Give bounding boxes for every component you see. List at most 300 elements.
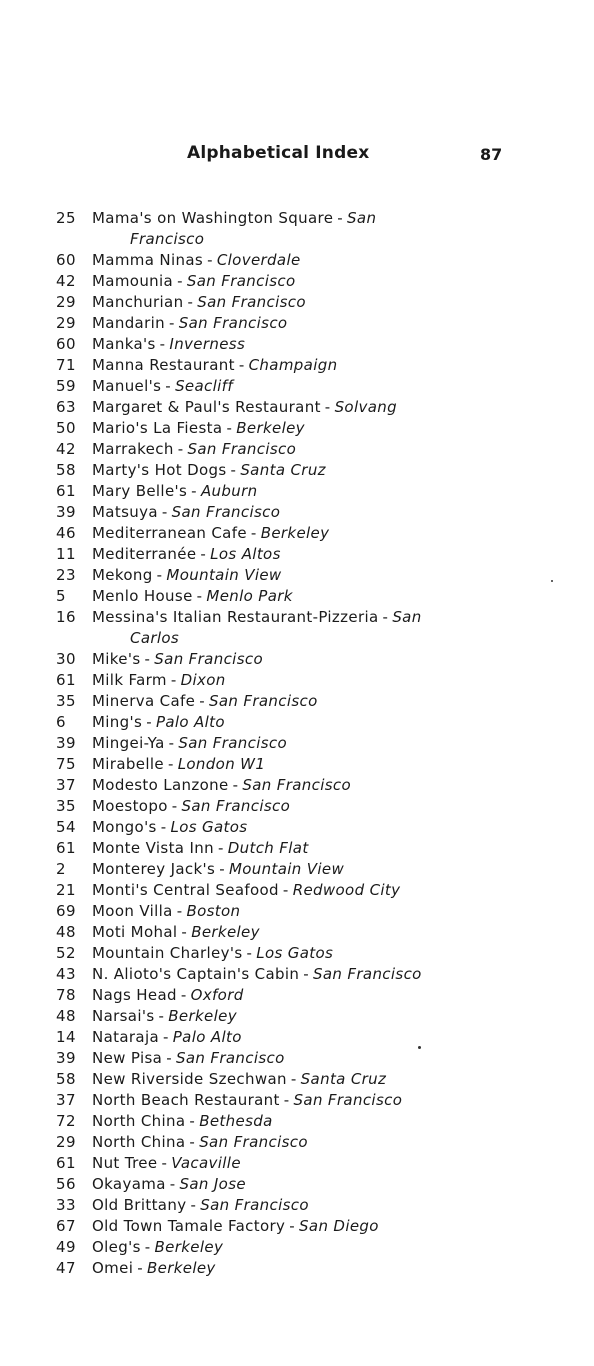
restaurant-name: Marty's Hot Dogs <box>92 461 227 479</box>
index-entry <box>0 502 594 523</box>
entry-page-number: 5 <box>56 587 67 605</box>
separator-dash: - <box>303 965 310 983</box>
restaurant-city: London W1 <box>177 755 266 773</box>
separator-dash: - <box>324 398 331 416</box>
separator-dash: - <box>168 734 175 752</box>
index-entry <box>0 355 594 376</box>
entry-text <box>92 1006 522 1027</box>
entry-page-number: 67 <box>56 1217 77 1235</box>
restaurant-city: Los Gatos <box>256 944 334 962</box>
restaurant-city: San Francisco <box>242 776 352 794</box>
entry-text <box>92 922 522 943</box>
entry-text <box>92 775 522 796</box>
entry-page-number: 23 <box>56 566 77 584</box>
separator-dash: - <box>290 1070 297 1088</box>
entry-text <box>92 712 522 733</box>
separator-dash: - <box>169 1175 176 1193</box>
restaurant-name: Manna Restaurant <box>92 356 235 374</box>
separator-dash: - <box>283 1091 290 1109</box>
index-entry <box>0 1111 594 1132</box>
entry-text <box>92 670 522 691</box>
entry-page-number: 16 <box>56 608 77 626</box>
restaurant-name: Mike's <box>92 650 141 668</box>
entry-page-number: 46 <box>56 524 77 542</box>
entry-page-number: 42 <box>56 272 77 290</box>
entry-page-number: 58 <box>56 1070 77 1088</box>
restaurant-name: Nut Tree <box>92 1154 158 1172</box>
entry-text <box>92 649 522 670</box>
index-entry <box>0 397 594 418</box>
index-entry <box>0 733 594 754</box>
entry-text <box>92 418 522 439</box>
separator-dash: - <box>230 461 237 479</box>
index-entry <box>0 670 594 691</box>
entry-text <box>92 502 522 523</box>
entry-text <box>92 481 522 502</box>
restaurant-name: Menlo House <box>92 587 193 605</box>
separator-dash: - <box>180 986 187 1004</box>
restaurant-city: Inverness <box>169 335 246 353</box>
index-entry <box>0 985 594 1006</box>
index-entry <box>0 565 594 586</box>
entry-page-number: 60 <box>56 251 77 269</box>
restaurant-city: Seacliff <box>175 377 233 395</box>
separator-dash: - <box>167 755 174 773</box>
entry-page-number: 11 <box>56 545 77 563</box>
separator-dash: - <box>170 671 177 689</box>
separator-dash: - <box>137 1259 143 1277</box>
restaurant-name: Milk Farm <box>92 671 167 689</box>
restaurant-name: Mediterranean Cafe <box>92 524 247 542</box>
restaurant-name: Okayama <box>92 1175 166 1193</box>
index-entry <box>0 880 594 901</box>
entry-text <box>92 607 522 649</box>
restaurant-name: Moti Mohal <box>92 923 178 941</box>
index-entry <box>0 460 594 481</box>
restaurant-name: Manka's <box>92 335 156 353</box>
separator-dash: - <box>191 482 197 500</box>
entry-text <box>92 313 522 334</box>
restaurant-name: Mingei-Ya <box>92 734 165 752</box>
restaurant-name: North China <box>92 1133 186 1151</box>
separator-dash: - <box>156 566 163 584</box>
restaurant-city: San Francisco <box>154 650 263 668</box>
separator-dash: - <box>159 335 166 353</box>
entry-text <box>92 1132 522 1153</box>
restaurant-name: Old Brittany <box>92 1196 187 1214</box>
entry-page-number: 39 <box>56 734 77 752</box>
index-entry <box>0 943 594 964</box>
index-entry <box>0 250 594 271</box>
entry-page-number: 6 <box>56 713 67 731</box>
restaurant-name: North Beach Restaurant <box>92 1091 280 1109</box>
restaurant-name: Modesto Lanzone <box>92 776 229 794</box>
entry-page-number: 30 <box>56 650 77 668</box>
restaurant-name: Mario's La Fiesta <box>92 419 223 437</box>
separator-dash: - <box>207 251 213 269</box>
entry-page-number: 69 <box>56 902 77 920</box>
index-entry <box>0 1237 594 1258</box>
separator-dash: - <box>289 1217 296 1235</box>
restaurant-city: San Francisco <box>209 692 318 710</box>
restaurant-city: Los Gatos <box>170 818 248 836</box>
restaurant-name: Messina's Italian Restaurant-Pizzeria <box>92 608 379 626</box>
restaurant-city: Redwood City <box>292 881 401 899</box>
entry-page-number: 78 <box>56 986 77 1004</box>
restaurant-name: Margaret & Paul's Restaurant <box>92 398 321 416</box>
entry-text <box>92 691 522 712</box>
entry-text <box>92 859 522 880</box>
entry-text <box>92 943 522 964</box>
restaurant-name: Mamounia <box>92 272 174 290</box>
entry-page-number: 42 <box>56 440 77 458</box>
separator-dash: - <box>226 419 233 437</box>
separator-dash: - <box>163 1028 169 1046</box>
restaurant-city: Mountain View <box>228 860 345 878</box>
separator-dash: - <box>144 650 151 668</box>
restaurant-name: Oleg's <box>92 1238 141 1256</box>
separator-dash: - <box>217 839 224 857</box>
restaurant-name: Old Town Tamale Factory <box>92 1217 286 1235</box>
entry-page-number: 61 <box>56 482 77 500</box>
entry-text <box>92 1048 522 1069</box>
index-entry <box>0 775 594 796</box>
entry-text <box>92 292 522 313</box>
separator-dash: - <box>146 713 152 731</box>
separator-dash: - <box>177 272 183 290</box>
restaurant-city: San <box>347 209 377 227</box>
restaurant-name: Mama's on Washington Square <box>92 209 334 227</box>
separator-dash: - <box>171 797 178 815</box>
entry-page-number: 54 <box>56 818 77 836</box>
page-number: 87 <box>480 145 503 164</box>
restaurant-name: Monterey Jack's <box>92 860 216 878</box>
entry-text <box>92 1258 522 1279</box>
page-title: Alphabetical Index <box>187 143 370 163</box>
entry-text <box>92 250 522 271</box>
entry-page-number: 47 <box>56 1259 77 1277</box>
entry-text <box>92 1111 522 1132</box>
restaurant-name: Mandarin <box>92 314 165 332</box>
entry-text <box>92 1216 522 1237</box>
restaurant-name: Minerva Cafe <box>92 692 196 710</box>
entry-page-number: 61 <box>56 839 77 857</box>
index-entry <box>0 691 594 712</box>
entry-page-number: 25 <box>56 209 77 227</box>
entry-page-number: 48 <box>56 1007 77 1025</box>
index-entry <box>0 1174 594 1195</box>
entry-page-number: 37 <box>56 1091 77 1109</box>
entry-text <box>92 565 522 586</box>
restaurant-city: San Francisco <box>187 440 297 458</box>
entry-page-number: 58 <box>56 461 77 479</box>
entry-page-number: 39 <box>56 1049 77 1067</box>
index-entry <box>0 418 594 439</box>
separator-dash: - <box>382 608 389 626</box>
restaurant-city: San Jose <box>179 1175 246 1193</box>
entry-text <box>92 754 522 775</box>
separator-dash: - <box>238 356 245 374</box>
index-entry <box>0 838 594 859</box>
separator-dash: - <box>282 881 289 899</box>
restaurant-name: New Riverside Szechwan <box>92 1070 287 1088</box>
restaurant-name: Monti's Central Seafood <box>92 881 279 899</box>
entry-text <box>92 460 522 481</box>
restaurant-name: New Pisa <box>92 1049 163 1067</box>
entry-text <box>92 838 522 859</box>
separator-dash: - <box>169 314 175 332</box>
separator-dash: - <box>166 1049 172 1067</box>
separator-dash: - <box>161 503 168 521</box>
entry-text <box>92 985 522 1006</box>
restaurant-city: Berkeley <box>146 1259 216 1277</box>
restaurant-city: San Francisco <box>199 1133 308 1151</box>
index-entry <box>0 964 594 985</box>
index-entry <box>0 1132 594 1153</box>
entry-text <box>92 376 522 397</box>
entry-text <box>92 880 522 901</box>
entry-page-number: 75 <box>56 755 77 773</box>
index-entry <box>0 817 594 838</box>
separator-dash: - <box>196 587 203 605</box>
index-entry <box>0 796 594 817</box>
separator-dash: - <box>158 1007 165 1025</box>
separator-dash: - <box>219 860 225 878</box>
index-entry <box>0 439 594 460</box>
index-entry <box>0 334 594 355</box>
restaurant-city: Palo Alto <box>172 1028 242 1046</box>
entry-text <box>92 733 522 754</box>
entry-page-number: 14 <box>56 1028 77 1046</box>
index-entry <box>0 523 594 544</box>
restaurant-city: Oxford <box>190 986 244 1004</box>
separator-dash: - <box>250 524 257 542</box>
restaurant-city: San <box>392 608 422 626</box>
entry-page-number: 39 <box>56 503 77 521</box>
entry-page-number: 2 <box>56 860 67 878</box>
restaurant-city: San Diego <box>299 1217 379 1235</box>
index-entry <box>0 1027 594 1048</box>
index-entry <box>0 544 594 565</box>
entry-text <box>92 208 522 250</box>
entry-page-number: 49 <box>56 1238 77 1256</box>
restaurant-city: San Francisco <box>178 314 288 332</box>
entry-page-number: 60 <box>56 335 77 353</box>
restaurant-city: Menlo Park <box>206 587 293 605</box>
entry-page-number: 61 <box>56 1154 77 1172</box>
restaurant-name: Manuel's <box>92 377 162 395</box>
index-entry <box>0 292 594 313</box>
restaurant-city: Mountain View <box>166 566 282 584</box>
index-entry <box>0 313 594 334</box>
page-header <box>0 143 594 167</box>
entry-text <box>92 1069 522 1090</box>
index-entry <box>0 1048 594 1069</box>
restaurant-city: Berkeley <box>191 923 260 941</box>
restaurant-city: San Francisco <box>293 1091 403 1109</box>
entry-text <box>92 817 522 838</box>
separator-dash: - <box>177 440 184 458</box>
restaurant-city: San Francisco <box>175 1049 285 1067</box>
index-entry <box>0 1258 594 1279</box>
index-entry <box>0 481 594 502</box>
entry-page-number: 43 <box>56 965 77 983</box>
entry-page-number: 48 <box>56 923 77 941</box>
restaurant-city: Palo Alto <box>155 713 225 731</box>
entry-text <box>92 334 522 355</box>
restaurant-name: Matsuya <box>92 503 158 521</box>
index-entry <box>0 607 594 649</box>
entry-text <box>92 586 522 607</box>
entry-text <box>92 397 522 418</box>
restaurant-name: Mirabelle <box>92 755 164 773</box>
restaurant-name: Marrakech <box>92 440 174 458</box>
restaurant-city: Dixon <box>180 671 226 689</box>
separator-dash: - <box>181 923 188 941</box>
entry-page-number: 59 <box>56 377 77 395</box>
index-entry <box>0 208 594 250</box>
index-entry <box>0 922 594 943</box>
index-entry <box>0 376 594 397</box>
restaurant-name: Mary Belle's <box>92 482 188 500</box>
restaurant-city: Los Altos <box>210 545 281 563</box>
entry-page-number: 29 <box>56 314 77 332</box>
restaurant-city: San Francisco <box>171 503 281 521</box>
entry-text <box>92 964 522 985</box>
separator-dash: - <box>199 692 205 710</box>
restaurant-city: San Francisco <box>200 1196 309 1214</box>
separator-dash: - <box>160 818 167 836</box>
entry-page-number: 52 <box>56 944 77 962</box>
restaurant-city: Santa Cruz <box>300 1070 387 1088</box>
index-entry <box>0 1006 594 1027</box>
entry-page-number: 63 <box>56 398 77 416</box>
restaurant-city: Santa Cruz <box>240 461 326 479</box>
entry-text <box>92 1153 522 1174</box>
separator-dash: - <box>165 377 172 395</box>
separator-dash: - <box>232 776 239 794</box>
restaurant-name: Mamma Ninas <box>92 251 204 269</box>
index-entry <box>0 1069 594 1090</box>
restaurant-name: Ming's <box>92 713 143 731</box>
entry-page-number: 71 <box>56 356 77 374</box>
entry-page-number: 37 <box>56 776 77 794</box>
entry-page-number: 33 <box>56 1196 77 1214</box>
restaurant-name: N. Alioto's Captain's Cabin <box>92 965 300 983</box>
index-entry <box>0 859 594 880</box>
restaurant-name: Nags Head <box>92 986 177 1004</box>
entry-text <box>92 544 522 565</box>
entry-text <box>92 523 522 544</box>
separator-dash: - <box>189 1133 196 1151</box>
index-entry <box>0 1216 594 1237</box>
entry-text <box>92 1090 522 1111</box>
separator-dash: - <box>189 1112 196 1130</box>
entry-page-number: 29 <box>56 293 77 311</box>
restaurant-city: Bethesda <box>199 1112 273 1130</box>
index-list <box>0 208 594 1279</box>
print-speck <box>551 580 553 582</box>
restaurant-name: Moon Villa <box>92 902 173 920</box>
index-entry <box>0 1195 594 1216</box>
restaurant-city: Auburn <box>200 482 258 500</box>
restaurant-name: Monte Vista Inn <box>92 839 214 857</box>
restaurant-name: Omei <box>92 1259 134 1277</box>
entry-text <box>92 1174 522 1195</box>
restaurant-city: Berkeley <box>154 1238 224 1256</box>
separator-dash: - <box>190 1196 197 1214</box>
entry-text <box>92 901 522 922</box>
index-entry <box>0 649 594 670</box>
print-speck <box>418 1046 421 1049</box>
entry-page-number: 50 <box>56 419 77 437</box>
index-entry <box>0 1090 594 1111</box>
index-entry <box>0 712 594 733</box>
restaurant-city: Solvang <box>334 398 397 416</box>
restaurant-city: Champaign <box>248 356 338 374</box>
restaurant-city: Vacaville <box>171 1154 241 1172</box>
restaurant-city: San Francisco <box>197 293 306 311</box>
restaurant-city: San Francisco <box>186 272 296 290</box>
entry-text <box>92 1237 522 1258</box>
entry-page-number: 61 <box>56 671 77 689</box>
entry-page-number: 72 <box>56 1112 77 1130</box>
entry-text <box>92 439 522 460</box>
restaurant-city: San Francisco <box>181 797 291 815</box>
restaurant-name: Moestopo <box>92 797 168 815</box>
index-entry <box>0 1153 594 1174</box>
restaurant-city: Berkeley <box>260 524 330 542</box>
entry-page-number: 35 <box>56 692 77 710</box>
restaurant-name: Narsai's <box>92 1007 155 1025</box>
restaurant-city-continued: Francisco <box>130 230 205 248</box>
entry-page-number: 29 <box>56 1133 77 1151</box>
separator-dash: - <box>176 902 183 920</box>
entry-page-number: 56 <box>56 1175 77 1193</box>
restaurant-city: Berkeley <box>236 419 305 437</box>
restaurant-city: Berkeley <box>168 1007 237 1025</box>
restaurant-name: Mountain Charley's <box>92 944 243 962</box>
restaurant-name: Mongo's <box>92 818 157 836</box>
index-entry <box>0 271 594 292</box>
restaurant-city: Cloverdale <box>216 251 301 269</box>
restaurant-city: Boston <box>186 902 241 920</box>
entry-text <box>92 271 522 292</box>
restaurant-city: San Francisco <box>178 734 288 752</box>
entry-text <box>92 355 522 376</box>
separator-dash: - <box>337 209 344 227</box>
restaurant-name: Nataraja <box>92 1028 160 1046</box>
restaurant-city: Dutch Flat <box>227 839 309 857</box>
restaurant-name: Mekong <box>92 566 153 584</box>
entry-page-number: 21 <box>56 881 77 899</box>
index-entry <box>0 901 594 922</box>
entry-page-number: 35 <box>56 797 77 815</box>
separator-dash: - <box>161 1154 168 1172</box>
index-entry <box>0 586 594 607</box>
restaurant-city: San Francisco <box>313 965 422 983</box>
entry-text <box>92 796 522 817</box>
entry-text <box>92 1195 522 1216</box>
separator-dash: - <box>144 1238 151 1256</box>
restaurant-city-continued: Carlos <box>130 629 180 647</box>
restaurant-name: Manchurian <box>92 293 184 311</box>
separator-dash: - <box>246 944 253 962</box>
index-entry <box>0 754 594 775</box>
restaurant-name: Mediterranée <box>92 545 197 563</box>
separator-dash: - <box>200 545 207 563</box>
restaurant-name: North China <box>92 1112 186 1130</box>
